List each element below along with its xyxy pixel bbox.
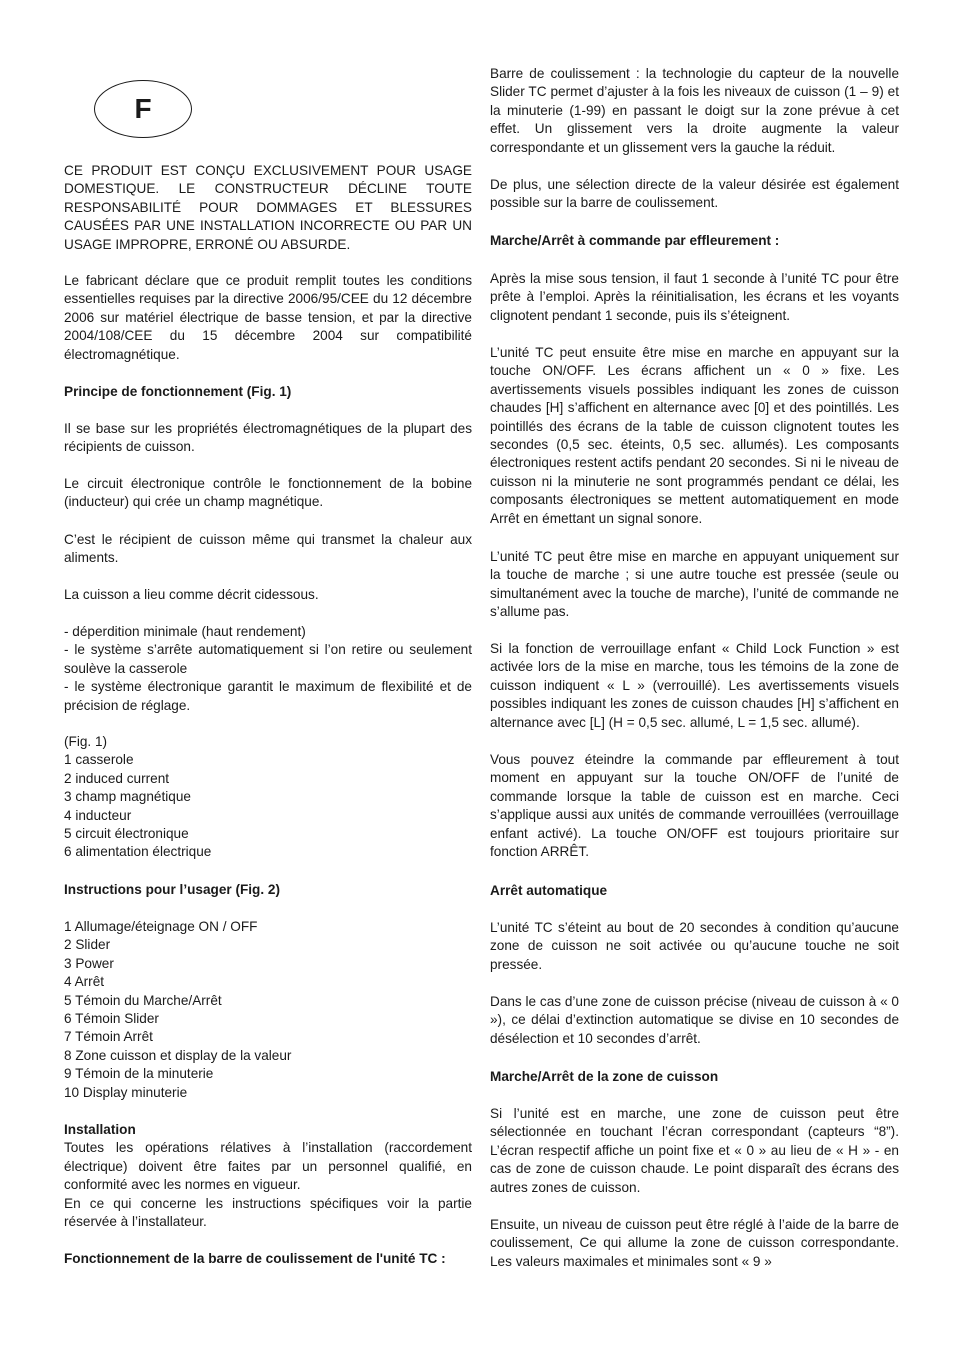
barre-heading: Fonctionnement de la barre de coulissement de l'unité TC : (64, 1251, 446, 1266)
slider-paragraph-1: Barre de coulissement : la technologie du capteur de la nouvelle Slider TC permet d’ajuster à la fois les niveaux de cuisson (1 – 9) et la minuterie (1-99) en passant le doigt sur la zone prévue à cet effet. Un glissement vers la droite augmente la valeur correspondante et un glissement vers la gauche la réduit. (490, 66, 899, 155)
feature-bullet-list (64, 623, 472, 715)
fig1-legend (64, 733, 472, 862)
controls-item: 8 Zone cuisson et display de la valeur (64, 1047, 292, 1063)
controls-item: 1 Allumage/éteignage ON / OFF (64, 919, 258, 934)
installation-paragraph-1: Toutes les opérations rélatives à l’installation (raccordement électrique) doivent être faites par un personnel qualifié, en conformité avec les normes en vigueur. (64, 1140, 472, 1193)
installation-section (64, 1121, 472, 1231)
marche-paragraph-3: L’unité TC peut être mise en marche en appuyant uniquement sur la touche de marche ; si une autre touche est pressée (seule ou simultanément avec la touche de marche), l’unité de commande ne s’allume pas. (490, 549, 899, 620)
zone-paragraph-2: Ensuite, un niveau de cuisson peut être réglé à l’aide de la barre de coulissement, Ce qui allume la zone de cuisson correspondante. Les valeurs maximales et minimales sont « 9 » (490, 1217, 899, 1269)
principe-heading: Principe de fonctionnement (Fig. 1) (64, 384, 292, 399)
fig1-label: (Fig. 1) (64, 734, 108, 749)
fig1-item: 5 circuit électronique (64, 826, 189, 842)
controls-item: 9 Témoin de la minuterie (64, 1066, 214, 1082)
slider-paragraph-2: De plus, une sélection directe de la valeur désirée est également possible sur la barre de coulissement. (490, 177, 899, 211)
controls-item: 7 Témoin Arrêt (64, 1029, 153, 1045)
fig1-item: 2 induced current (64, 770, 170, 786)
installation-paragraph-2: En ce qui concerne les instructions spécifiques voir la partie réservée à l’installateur. (64, 1195, 472, 1230)
principe-paragraph-1: Il se base sur les propriétés électromagnétiques de la plupart des récipients de cuisson. (64, 421, 472, 455)
fig1-item: 4 inducteur (64, 807, 132, 823)
usager-heading: Instructions pour l’usager (Fig. 2) (64, 882, 281, 897)
safety-notice: CE PRODUIT EST CONÇU EXCLUSIVEMENT POUR USAGE DOMESTIQUE. LE CONSTRUCTEUR DÉCLINE TOUTE RESPONSABILITÉ POUR DOMMAGES ET BLESSURES CAUSÉES PAR UNE INSTALLATION INCORRECTE OU PAR UN USAGE IMPROPRE, ERRONÉ OU ABSURDE. (64, 163, 472, 252)
controls-item: 6 Témoin Slider (64, 1011, 159, 1027)
marche-paragraph-5: Vous pouvez éteindre la commande par effleurement à tout moment en appuyant sur la touche ON/OFF de l’unité de commande lorsque la table de cuisson est en marche. Ceci s’applique aussi aux unités de commande verrouillées (verrouillage enfant activé). La touche ON/OFF est toujours prioritaire sur fonction ARRÊT. (490, 752, 899, 860)
principe-paragraph-4: La cuisson a lieu comme décrit cidessous. (64, 587, 319, 602)
conformity-declaration: Le fabricant déclare que ce produit remplit toutes les conditions essentielles requises par la directive 2006/95/CEE du 12 décembre 2006 sur matériel électrique de basse tension, et par la directive 2004/108/CEE du 15 décembre 2004 sur compatibilité électromagnétique. (64, 273, 472, 362)
installation-heading: Installation (64, 1122, 136, 1137)
auto-off-paragraph-1: L’unité TC s’éteint au bout de 20 secondes à condition qu’aucune zone de cuisson ne soit activée ou qu’aucune touche ne soit pressée. (490, 920, 899, 972)
fig1-item: 3 champ magnétique (64, 789, 191, 805)
controls-legend (64, 918, 472, 1102)
feature-bullet: - le système s’arrête automatiquement si l’on retire ou seulement soulève la casserole (64, 642, 472, 676)
auto-off-paragraph-2: Dans le cas d’une zone de cuisson précise (niveau de cuisson à « 0 »), ce délai d’extinction automatique se divise en 10 secondes de désélection et 10 secondes d’arrêt. (490, 994, 899, 1046)
zone-paragraph-1: Si l’unité est en marche, une zone de cuisson peut être sélectionnée en touchant l’écran correspondant (capteurs “8”). L’écran respectif affiche un point fixe et « 0 » au lieu de « H » - en cas de zone de cuisson chaude. Le point disparaît des écrans des autres zones de cuisson. (490, 1106, 899, 1195)
fig1-item: 6 alimentation électrique (64, 844, 212, 860)
controls-item: 4 Arrêt (64, 974, 105, 990)
principe-paragraph-3: C’est le récipient de cuisson même qui transmet la chaleur aux aliments. (64, 532, 472, 566)
zone-heading: Marche/Arrêt de la zone de cuisson (490, 1069, 719, 1084)
controls-item: 10 Display minuterie (64, 1084, 188, 1100)
controls-item: 2 Slider (64, 937, 111, 953)
feature-bullet: - le système électronique garantit le maximum de flexibilité et de précision de réglage. (64, 679, 472, 713)
marche-heading: Marche/Arrêt à commande par effleurement : (490, 233, 780, 248)
feature-bullet: - déperdition minimale (haut rendement) (64, 624, 306, 639)
language-badge-letter: F (134, 92, 152, 124)
fig1-item: 1 casserole (64, 752, 134, 768)
marche-paragraph-4: Si la fonction de verrouillage enfant « Child Lock Function » est activée lors de la mise en marche, tous les témoins de la zone de cuisson indiquent « L » (verrouillé). Les avertissements visuels possibles indiquant les zones de cuisson chaudes [H] s’affichent en alternance avec [L] (H = 0,5 sec. allumé, L = 1,5 sec. allumé). (490, 641, 899, 730)
controls-item: 3 Power (64, 955, 114, 971)
auto-off-heading: Arrêt automatique (490, 883, 608, 898)
marche-paragraph-2: L’unité TC peut ensuite être mise en marche en appuyant sur la touche ON/OFF. Les écrans affichent un « 0 » fixe. Les avertissements visuels possibles indiquant les zones de cuisson chaudes [H] s’affichent en alternance avec [0] et des pointillés. Les pointillés des écrans de la table de cuisson clignotent toutes les secondes (0,5 sec. éteints, 0,5 sec. allumés). Les composants électroniques restent actifs pendant 20 secondes. Si ni le niveau de cuisson ni la minuterie ne sont programmés pendant ce délai, les composants électroniques se mettent automatiquement en mode Arrêt en émettant un signal sonore. (490, 345, 899, 526)
language-badge (94, 80, 192, 138)
controls-item: 5 Témoin du Marche/Arrêt (64, 992, 222, 1008)
marche-paragraph-1: Après la mise sous tension, il faut 1 seconde à l’unité TC pour être prête à l’emploi. Après la réinitialisation, les écrans et les voyants clignotent pendant 1 seconde, puis ils s’éteignent. (490, 271, 899, 323)
principe-paragraph-2: Le circuit électronique contrôle le fonctionnement de la bobine (inducteur) qui crée un champ magnétique. (64, 476, 472, 510)
